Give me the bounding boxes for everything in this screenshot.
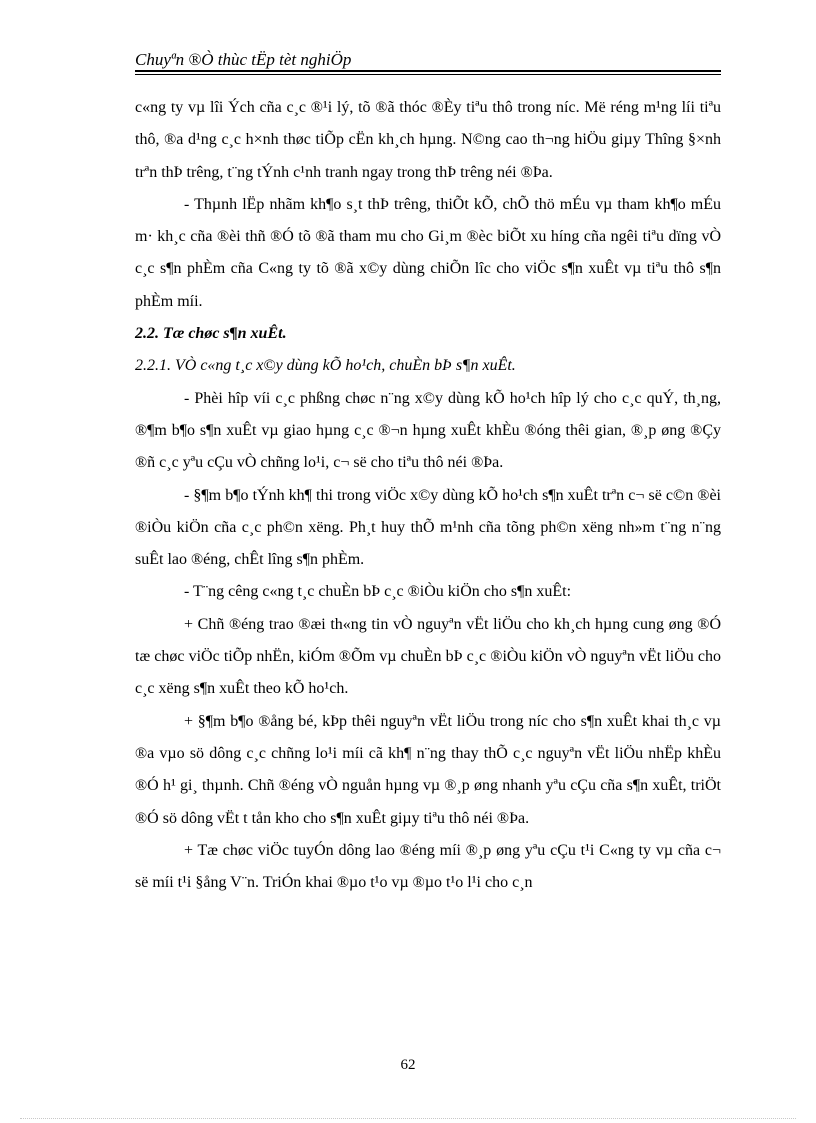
body-text [135, 92, 721, 899]
paragraph-6: + Chñ ®éng trao ®æi th«ng tin vÒ nguyªn vËt liÖu cho kh¸ch hµng cung øng ®Ó tæ chøc viÖc tiÕp nhËn, kiÓm ®Õm vµ chuÈn bÞ c¸c ®iÒu kiÖn vÒ nguyªn vËt liÖu cho c¸c xëng s¶n xuÊt theo kÕ ho¹ch. [135, 615, 721, 698]
page-header [135, 50, 721, 70]
header-title: Chuyªn ®Ò thùc tËp tèt nghiÖp [135, 50, 352, 69]
section-heading: 2.2. Tæ chøc s¶n xuÊt. [135, 325, 287, 343]
paragraph-2: - Thµnh lËp nhãm kh¶o s¸t thÞ trêng, thiÕt kÕ, chÕ thö mÉu vµ tham kh¶o mÉu m· kh¸c cña ®èi thñ ®Ó tõ ®ã tham mu cho Gi¸m ®èc biÕt xu híng cña ngêi tiªu dïng vÒ c¸c s¶n phÈm cña C«ng ty tõ ®ã x©y dùng chiÕn lîc cho viÖc s¶n xuÊt vµ tiªu thô s¶n phÈm míi. [135, 195, 721, 310]
page-number: 62 [400, 1057, 416, 1073]
paragraph-3: - Phèi hîp víi c¸c phßng chøc n¨ng x©y dùng kÕ ho¹ch hîp lý cho c¸c quÝ, th¸ng, ®¶m b¶o s¶n xuÊt vµ giao hµng c¸c ®¬n hµng xuÊt khÈu ®óng thêi gian, ®¸p øng ®Çy ®ñ c¸c yªu cÇu vÒ chñng lo¹i, c¬ së cho tiªu thô néi ®Þa. [135, 389, 721, 472]
page-edge-divider [20, 1118, 796, 1119]
header-rule [135, 70, 721, 72]
paragraph-5: - T¨ng cêng c«ng t¸c chuÈn bÞ c¸c ®iÒu kiÖn cho s¶n xuÊt: [184, 583, 572, 601]
paragraph-7: + §¶m b¶o ®ång bé, kÞp thêi nguyªn vËt liÖu trong níc cho s¶n xuÊt khai th¸c vµ ®a vµo sö dông c¸c chñng lo¹i míi cã kh¶ n¨ng thay thÕ c¸c nguyªn vËt liÖu nhËp khÈu ®Ó h¹ gi¸ thµnh. Chñ ®éng vÒ nguån hµng vµ ®¸p øng nhanh yªu cÇu cña s¶n xuÊt, triÖt ®Ó sö dông vËt t tån kho cho s¶n xuÊt giµy tiªu thô néi ®Þa. [135, 712, 721, 827]
paragraph-1: c«ng ty vµ lîi Ých cña c¸c ®¹i lý, tõ ®ã thóc ®Èy tiªu thô trong níc. Më réng m¹ng líi tiªu thô, ®a d¹ng c¸c h×nh thøc tiÕp cËn kh¸ch hµng. N©ng cao th¬ng hiÖu giµy Thîng §×nh trªn thÞ trêng, t¨ng tÝnh c¹nh tranh ngay trong thÞ trêng néi ®Þa. [135, 99, 721, 181]
paragraph-8: + Tæ chøc viÖc tuyÓn dông lao ®éng míi ®¸p øng yªu cÇu t¹i C«ng ty vµ cña c¬ së míi t¹i §ång V¨n. TriÓn khai ®µo t¹o vµ ®µo t¹o l¹i cho c¸n [135, 841, 721, 892]
header-rule-thin [135, 74, 721, 75]
subsection-heading: 2.2.1. VÒ c«ng t¸c x©y dùng kÕ ho¹ch, chuÈn bÞ s¶n xuÊt. [135, 357, 516, 375]
paragraph-4: - §¶m b¶o tÝnh kh¶ thi trong viÖc x©y dùng kÕ ho¹ch s¶n xuÊt trªn c¬ së c©n ®èi ®iÒu kiÖn cña c¸c ph©n xëng. Ph¸t huy thÕ m¹nh cña tõng ph©n xëng nh»m t¨ng n¨ng suÊt lao ®éng, chÊt lîng s¶n phÈm. [135, 486, 721, 569]
